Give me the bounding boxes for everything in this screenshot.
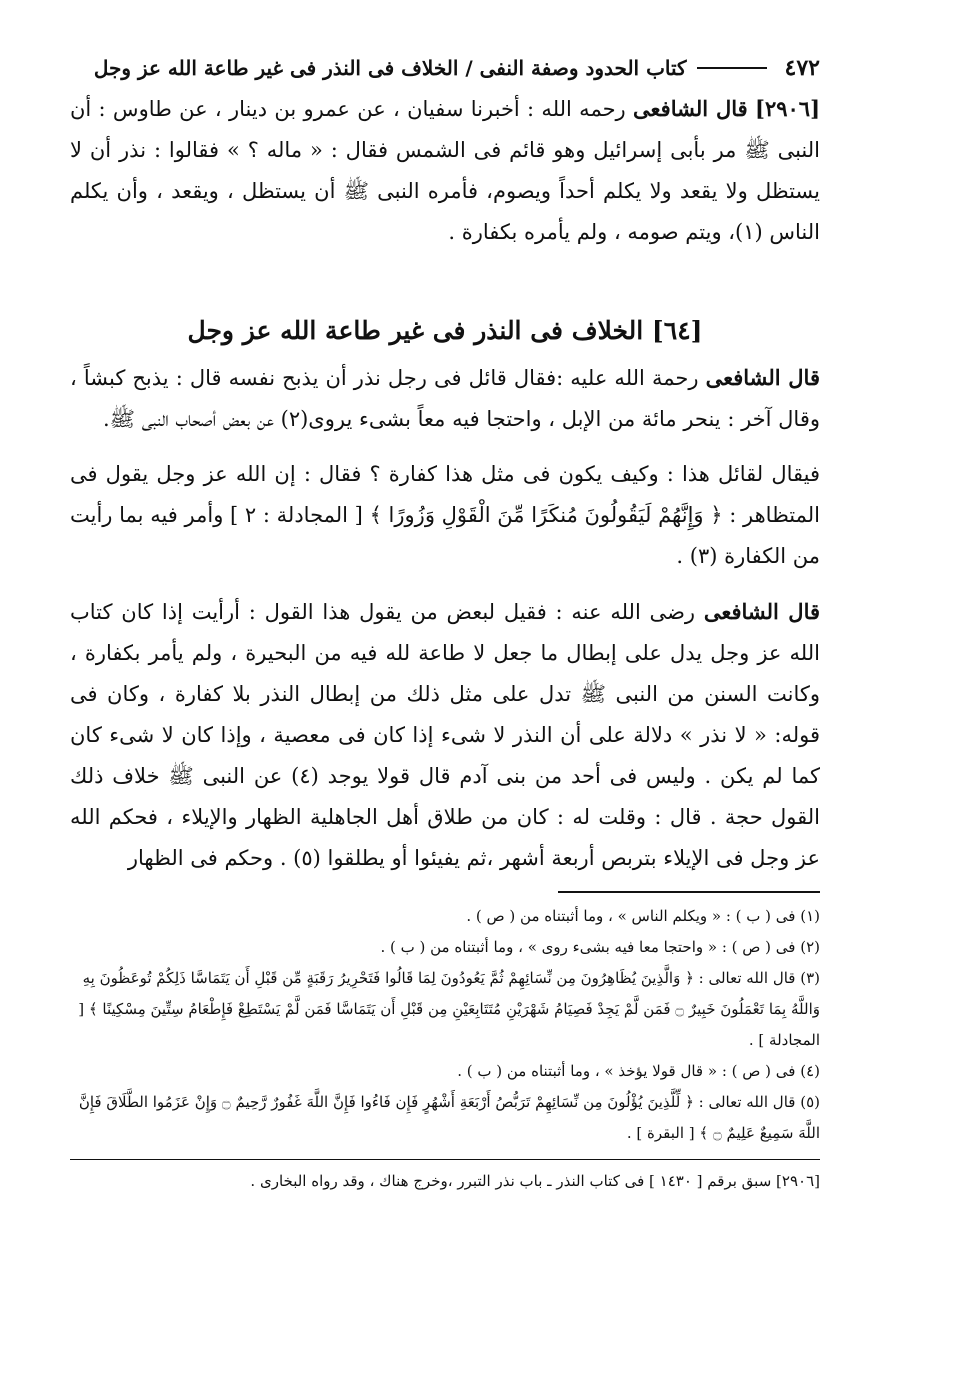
footnote-1: (١) فى ( ب ) : « ويكلم الناس » ، وما أثبتناه من ( ص ) . [466,907,820,925]
paragraph-3-intro: قال الشافعى [703,599,820,624]
hadith-text: رحمه الله : أخبرنا سفيان ، عن عمرو بن دينار ، عن طاوس : أن النبى ﷺ مر بأبى إسرائيل وهو قائم فى الشمس فقال : « ماله ؟ » فقالوا : نذر أن لا يستظل ولا يقعد ولا يكلم أحداً ويصوم، فأمره النبى ﷺ أن يستظل ، ويقعد ، وأن يكلم الناس (١)، ويتم صومه ، ولم يأمره بكفارة . [70,97,820,244]
paragraph-1-text: رحمة الله عليه :فقال قائل فى رجل نذر أن يذبح نفسه قال : يذبح كبشاً ، وقال آخر : ينحر مائة من الإبل ، واحتجا فيه معاً بشىء يروى(٢) عن بعض أصحاب النبى ﷺ. [70,366,820,431]
page-number: ٤٧٢ [784,55,820,81]
paragraph-3-text: رضى الله عنه : فقيل لبعض من يقول هذا القول : أرأيت إذا كان كتاب الله عز وجل يدل على إبطال ما جعل لا طاعة لله فيه من البحيرة ، ولم يأمر بكفارة ، وكانت السنن من النبى ﷺ تدل على مثل ذلك من إبطال النذر بلا كفارة ، وكان فى قوله: « لا نذر » دلالة على أن النذر لا شىء إذا كان فى معصية ، وإذا كان لا شىء كان كما لم يكن . وليس فى أحد من بنى آدم قال قولا يوجد (٤) عن النبى ﷺ خلاف ذلك القول حجة . قال : وقلت له : كان من طلاق أهل الجاهلية الظهار والإيلاء ، فحكم الله عز وجل فى الإيلاء بتربص أربعة أشهر ،ثم يفيئوا أو يطلقوا (٥) . وحكم فى الظهار [70,600,820,870]
hadith-intro: قال الشافعى [633,96,748,121]
footnote-3: (٣) قال الله تعالى : ﴿ وَالَّذِينَ يُظَاهِرُونَ مِن نِّسَائِهِمْ ثُمَّ يَعُودُونَ لِمَا قَالُوا فَتَحْرِيرُ رَقَبَةٍ مِّن قَبْلِ أَن يَتَمَاسَّا ذَلِكُمْ تُوعَظُونَ بِهِ وَاللَّهُ بِمَا تَعْمَلُونَ خَبِيرٌ ۝ فَمَن لَّمْ يَجِدْ فَصِيَامُ شَهْرَيْنِ مُتَتَابِعَيْنِ مِن قَبْلِ أَن يَتَمَاسَّا فَمَن لَّمْ يَسْتَطِعْ فَإِطْعَامُ سِتِّينَ مِسْكِينًا ﴾ [ المجادلة ] . [78,969,820,1049]
page [70,48,820,1196]
paragraph-1-intro: قال الشافعى [705,365,820,390]
section-paragraph-2 [70,454,820,577]
hadith-paragraph [70,88,820,253]
section-heading: [٦٤] الخلاف فى النذر فى غير طاعة الله عز وجل [187,316,703,345]
hadith-number: [٢٩٠٦] [755,96,820,121]
source-rule [70,1159,820,1160]
header-rule [697,67,767,69]
footnote-4: (٤) فى ( ص ) : « قال قولا يؤخذ » ، وما أثبتناه من ( ب ) . [457,1062,820,1080]
footnote-2: (٢) فى ( ص ) : « واحتجا معا فيه بشىء روى » ، وما أثبتناه من ( ب ) . [380,938,820,956]
running-header [70,48,820,88]
paragraph-gap [70,577,820,591]
footnotes [70,901,820,1149]
section-paragraph-3 [70,591,820,879]
source-note: [٢٩٠٦] سبق برقم [ ١٤٣٠ ] فى كتاب النذر ـ باب نذر التبرر ،وخرج هناك ، وقد رواه البخارى . [250,1172,820,1190]
paragraph-gap [70,440,820,454]
footnote-5: (٥) قال الله تعالى : ﴿ لِّلَّذِينَ يُؤْلُونَ مِن نِّسَائِهِمْ تَرَبُّصُ أَرْبَعَةِ أَشْهُرٍ فَإِن فَاءُوا فَإِنَّ اللَّهَ غَفُورٌ رَّحِيمٌ ۝ وَإِنْ عَزَمُوا الطَّلَاقَ فَإِنَّ اللَّهَ سَمِيعٌ عَلِيمٌ ۝ ﴾ [ البقرة ] . [78,1093,820,1142]
footnote-rule [558,891,820,893]
section-paragraph-1 [70,357,820,440]
paragraph-2-text: فيقال لقائل هذا : وكيف يكون فى مثل هذا كفارة ؟ فقال : إن الله عز وجل يقول فى المتظاهر : ﴿ وَإِنَّهُمْ لَيَقُولُونَ مُنكَرًا مِّنَ الْقَوْلِ وَزُورًا ﴾ [ المجادلة : ٢ ] وأمر فيه بما رأيت من الكفارة (٣) . [70,462,820,568]
header-title: كتاب الحدود وصفة النفى / الخلاف فى النذر فى غير طاعة الله عز وجل [93,56,687,80]
